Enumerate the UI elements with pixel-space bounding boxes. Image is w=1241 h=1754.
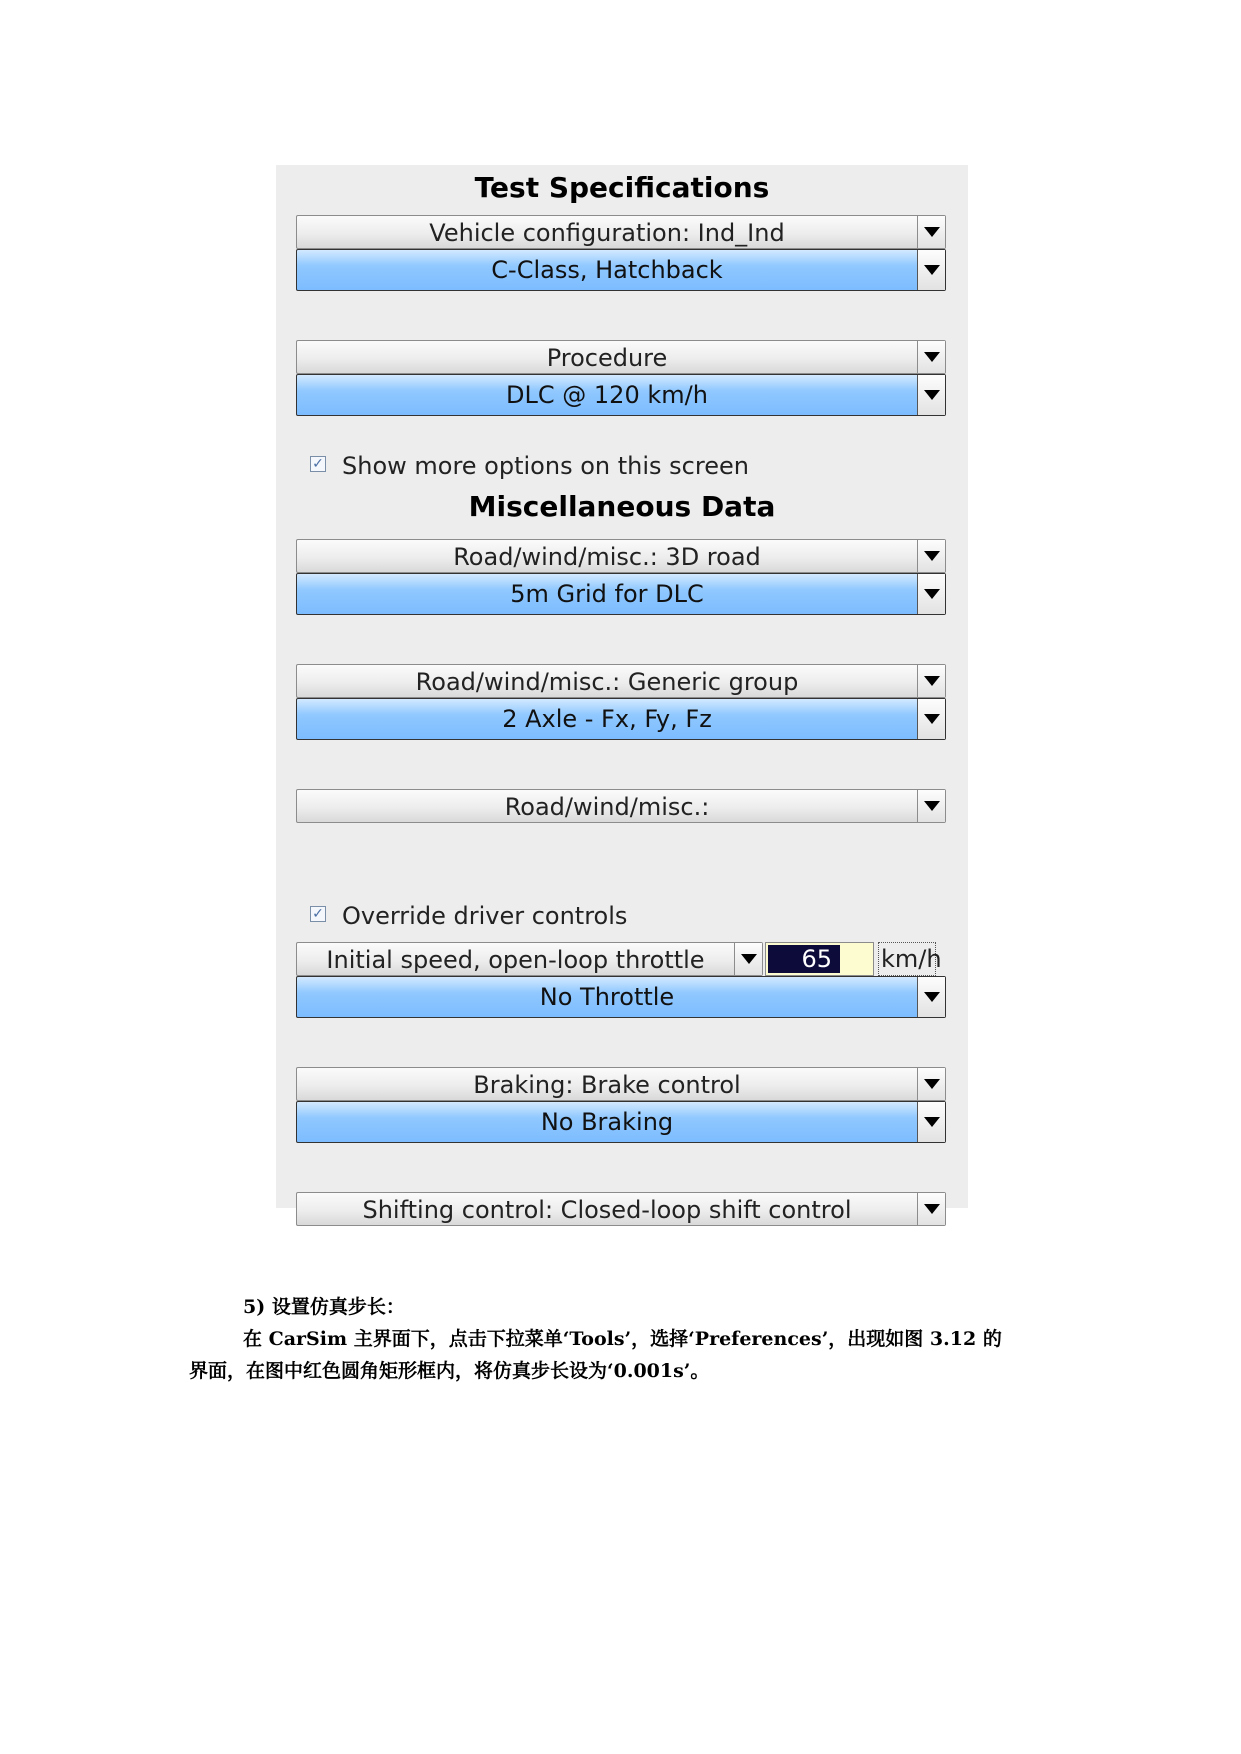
override-driver-controls-label: Override driver controls	[342, 902, 628, 930]
chevron-down-icon[interactable]	[917, 1068, 945, 1100]
generic-group-dataset-value: 2 Axle - Fx, Fy, Fz	[502, 705, 712, 733]
road-3d-label: Road/wind/misc.: 3D road	[453, 543, 761, 571]
shifting-control-dropdown[interactable]	[296, 1192, 946, 1226]
vehicle-dataset-value: C-Class, Hatchback	[491, 256, 723, 284]
test-specifications-panel	[276, 165, 968, 1224]
procedure-dataset-dropdown[interactable]	[296, 374, 946, 416]
chevron-down-icon[interactable]	[917, 540, 945, 572]
road-3d-dropdown[interactable]	[296, 539, 946, 573]
throttle-dataset-dropdown[interactable]	[296, 976, 946, 1018]
throttle-dataset-value: No Throttle	[539, 983, 675, 1011]
chevron-down-icon[interactable]	[917, 665, 945, 697]
show-more-options-label: Show more options on this screen	[342, 452, 749, 480]
chevron-down-icon[interactable]	[917, 977, 945, 1017]
checkmark-icon[interactable]: ✓	[310, 456, 326, 472]
braking-dataset-value: No Braking	[540, 1108, 674, 1136]
checkmark-icon[interactable]: ✓	[310, 906, 326, 922]
chevron-down-icon[interactable]	[917, 790, 945, 822]
procedure-dropdown[interactable]	[296, 340, 946, 374]
miscellaneous-data-heading: Miscellaneous Data	[468, 490, 776, 523]
test-specifications-heading: Test Specifications	[474, 171, 770, 204]
road-3d-dataset-value: 5m Grid for DLC	[510, 580, 704, 608]
braking-label: Braking: Brake control	[473, 1071, 741, 1099]
road-wind-misc-dropdown[interactable]	[296, 789, 946, 823]
chevron-down-icon[interactable]	[917, 375, 945, 415]
road-3d-dataset-dropdown[interactable]	[296, 573, 946, 615]
instruction-line-1: 在 CarSim 主界面下，点击下拉菜单‘Tools’，选择‘Preferences’，出现如图 3.12 的	[243, 1328, 1002, 1350]
shifting-control-label: Shifting control: Closed-loop shift control	[362, 1196, 852, 1224]
initial-speed-input[interactable]	[765, 942, 874, 976]
procedure-label: Procedure	[546, 344, 668, 372]
initial-speed-label: Initial speed, open-loop throttle	[326, 946, 705, 974]
chevron-down-icon[interactable]	[917, 1193, 945, 1225]
chevron-down-icon[interactable]	[917, 341, 945, 373]
vehicle-configuration-dropdown[interactable]	[296, 215, 946, 249]
braking-dropdown[interactable]	[296, 1067, 946, 1101]
procedure-dataset-value: DLC @ 120 km/h	[506, 381, 708, 409]
initial-speed-dropdown[interactable]	[296, 942, 763, 976]
chevron-down-icon[interactable]	[917, 699, 945, 739]
road-wind-misc-label: Road/wind/misc.:	[504, 793, 710, 821]
generic-group-dataset-dropdown[interactable]	[296, 698, 946, 740]
chevron-down-icon[interactable]	[917, 216, 945, 248]
chevron-down-icon[interactable]	[917, 574, 945, 614]
braking-dataset-dropdown[interactable]	[296, 1101, 946, 1143]
instruction-line-2: 界面，在图中红色圆角矩形框内，将仿真步长设为‘0.001s’。	[189, 1360, 710, 1382]
step-heading: 5) 设置仿真步长：	[243, 1296, 405, 1318]
generic-group-label: Road/wind/misc.: Generic group	[415, 668, 799, 696]
vehicle-dataset-dropdown[interactable]	[296, 249, 946, 291]
chevron-down-icon[interactable]	[917, 1102, 945, 1142]
chevron-down-icon[interactable]	[734, 943, 762, 975]
initial-speed-value: 65	[768, 945, 840, 973]
chevron-down-icon[interactable]	[917, 250, 945, 290]
generic-group-dropdown[interactable]	[296, 664, 946, 698]
speed-unit-label: km/h	[878, 942, 936, 976]
vehicle-configuration-label: Vehicle configuration: Ind_Ind	[429, 219, 785, 247]
